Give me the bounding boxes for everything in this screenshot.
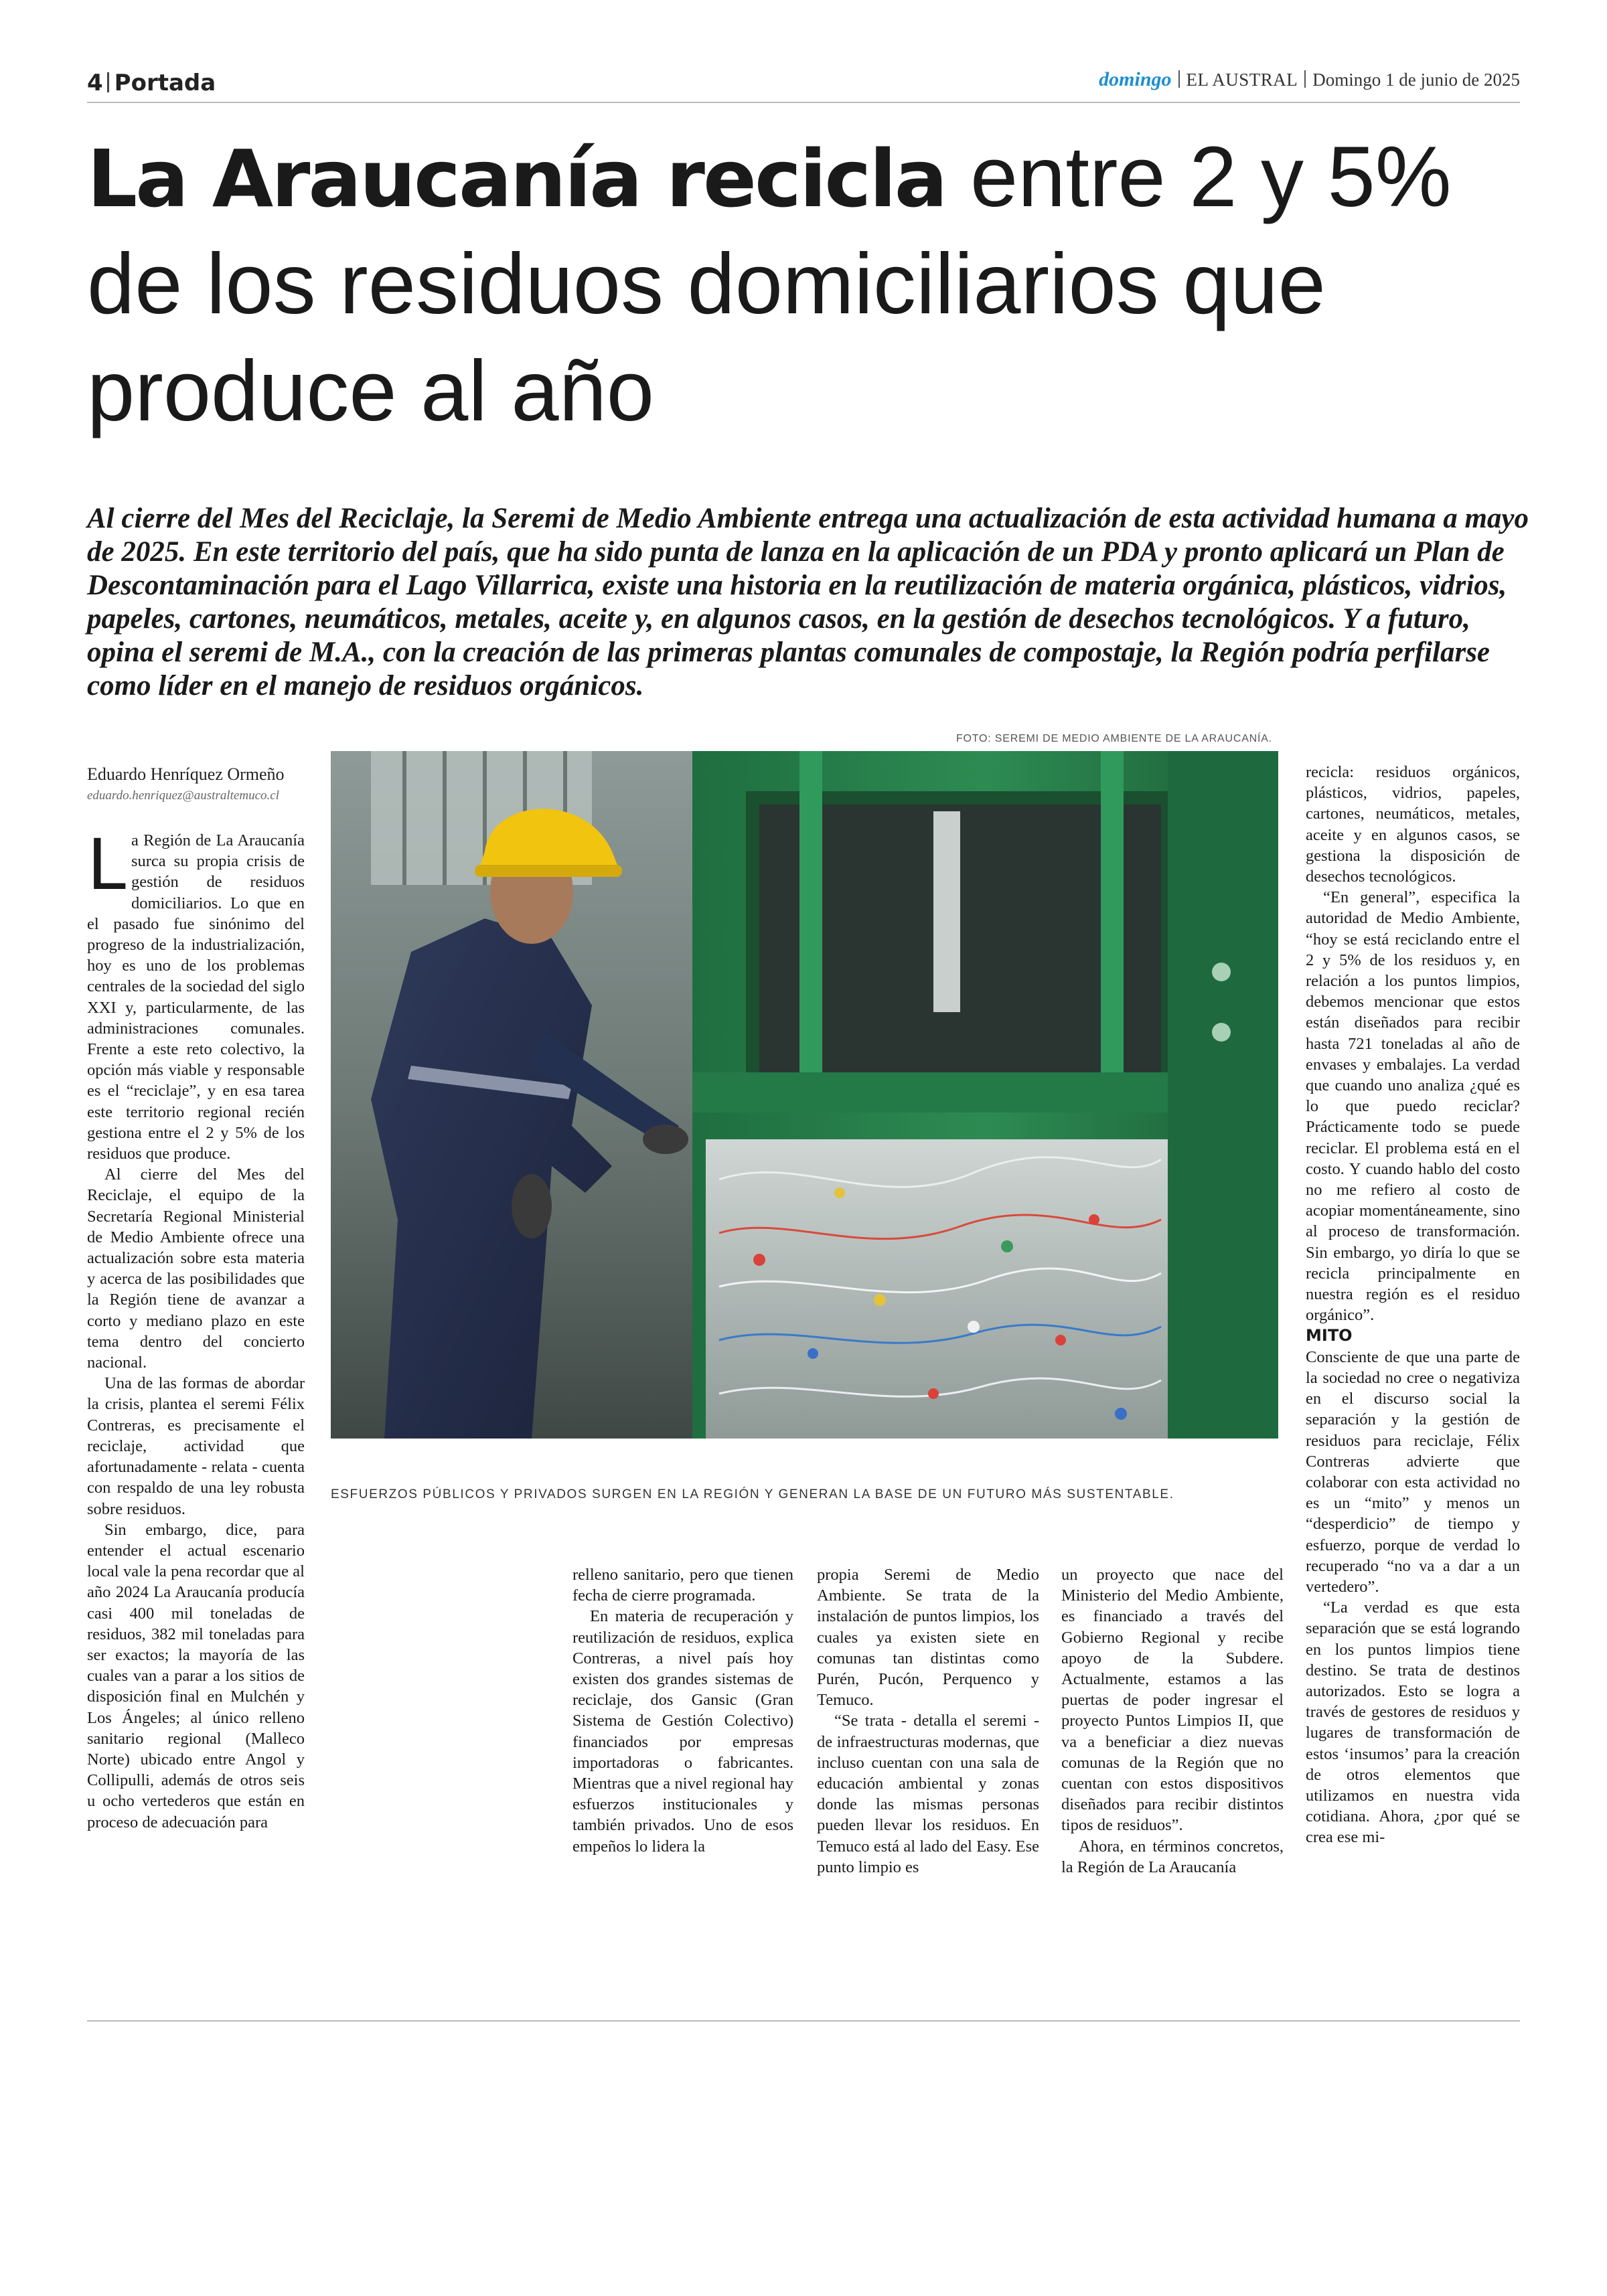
- article-paragraph: propia Seremi de Medio Ambiente. Se trata de la instalación de puntos limpios, los cuales ya existen siete en comunas tan distintas como Purén, Pucón, Perquenco y Temuco.: [817, 1566, 1039, 1710]
- footer-divider: [87, 2020, 1520, 2022]
- photo-caption: ESFUERZOS PÚBLICOS Y PRIVADOS SURGEN EN LA REGIÓN Y GENERAN LA BASE DE UN FUTURO MÁS SUSTENTABLE.: [331, 1487, 1174, 1501]
- article-column-3: [817, 1564, 1039, 1878]
- headline: [87, 125, 1533, 446]
- article-paragraph: Consciente de que una parte de la sociedad no cree o negativiza en el discurso social la separación y la gestión de residuos para reciclaje, Félix Contreras advierte que colaborar con esta actividad no es un “mito” y menos un “desperdicio” de tiempo y esfuerzo, porque de verdad lo recuperado “no va a dar a un vertedero”.: [1306, 1347, 1520, 1596]
- article-paragraph: En materia de recuperación y reutilización de residuos, explica Contreras, a nivel país hoy existen dos grandes sistemas de reciclaje, dos Gansic (Gran Sistema de Gestión Colectivo) financiados por empresas importadoras o fabricantes. Mientras que a nivel regional hay esfuerzos institucionales y también privados. Uno de esos empeños lo lidera la: [572, 1607, 793, 1856]
- folio-divider: [107, 72, 109, 92]
- article-paragraph: [87, 824, 305, 1164]
- author-name: Eduardo Henríquez Ormeño: [87, 764, 285, 784]
- page-number: 4: [87, 70, 103, 96]
- photo-credit: FOTO: SEREMI DE MEDIO AMBIENTE DE LA ARAUCANÍA.: [955, 733, 1272, 744]
- masthead-divider: [1178, 70, 1180, 88]
- headline-bold: La Araucanía recicla: [87, 133, 946, 225]
- main-photo: [331, 751, 1278, 1439]
- article-column-5: [1306, 762, 1520, 1848]
- drop-cap: L: [87, 824, 126, 906]
- author-email: eduardo.henriquez@australtemuco.cl: [87, 789, 279, 803]
- article-paragraph: “La verdad es que esta separación que se está logrando en los puntos limpios tiene destino. Se trata de destinos autorizados. Esto se logra a través de gestores de residuos y lugares de transformación de estos ‘insumos’ para la creación de otros elementos que utilizamos en nuestra vida cotidiana. Ahora, ¿por qué se crea ese mi-: [1306, 1598, 1520, 1847]
- paragraph-text: a Región de La Araucanía surca su propia crisis de gestión de residuos domiciliarios. Lo que en el pasado fue sinónimo del progreso de la industrialización, hoy es uno de los problemas centrales de la sociedad del siglo XXI y, particularmente, de las administraciones comunales. Frente a este reto colectivo, la opción más viable y responsable es el “reciclaje”, y en esa tarea este territorio regional recién gestiona entre el 2 y 5% de los residuos que produce.: [87, 831, 305, 1163]
- article-paragraph: Al cierre del Mes del Reciclaje, el equipo de la Secretaría Regional Ministerial de Medio Ambiente ofrece una actualización sobre esta materia y acerca de las posibilidades que la Región tiene de avanzar a corto y mediano plazo en este tema dentro del concierto nacional.: [87, 1165, 305, 1372]
- brand-logo: domingo: [1099, 68, 1172, 90]
- masthead-divider: [1304, 70, 1306, 88]
- masthead-info: [1099, 68, 1520, 91]
- article-column-4: [1061, 1564, 1284, 1878]
- article-paragraph: “En general”, especifica la autoridad de Medio Ambiente, “hoy se está reciclando entre el 2 y 5% de los residuos y, en relación a los puntos limpios, debemos mencionar que estos están diseñados para recibir hasta 721 toneladas al año de envases y embalajes. La verdad que cuando uno analiza ¿qué es lo que puedo reciclar? Prácticamente todo se puede reciclar. El problema está en el costo. Y cuando hablo del costo no me refiero al costo de acopiar momentáneamente, sino al proceso de transformación. Sin embargo, yo diría lo que se recicla principalmente en nuestra región es el residuo orgánico”.: [1306, 888, 1520, 1325]
- issue-date: Domingo 1 de junio de 2025: [1312, 70, 1520, 90]
- subheading: MITO: [1306, 1326, 1353, 1345]
- header-divider: [87, 102, 1520, 103]
- article-paragraph: Ahora, en términos concretos, la Región de La Araucanía: [1061, 1837, 1284, 1876]
- page-folio: [87, 70, 216, 96]
- article-paragraph: relleno sanitario, pero que tienen fecha de cierre programada.: [572, 1566, 793, 1605]
- article-paragraph: Sin embargo, dice, para entender el actual escenario local vale la pena recordar que al año 2024 La Araucanía producía casi 400 mil toneladas de residuos, 382 mil toneladas para ser exactos; la mayoría de las cuales van a parar a los sitios de disposición final en Mulchén y Los Ángeles; al único relleno sanitario regional (Malleco Norte) ubicado entre Angol y Collipulli, además de otros seis u ocho vertederos que están en proceso de adecuación para: [87, 1520, 305, 1831]
- headline-light: entre 2 y 5% de los residuos domiciliarios que produce al año: [87, 129, 1452, 439]
- article-paragraph: recicla: residuos orgánicos, plásticos, vidrios, papeles, cartones, neumáticos, metales, aceite y en algunos casos, se gestiona la disposición de desechos tecnológicos.: [1306, 763, 1520, 886]
- article-paragraph: un proyecto que nace del Ministerio del Medio Ambiente, es financiado a través del Gobierno Regional y recibe apoyo de la Subdere. Actualmente, estamos a las puertas de poder ingresar el proyecto Puntos Limpios II, que va a beneficiar a diez nuevas comunas de la Región que no cuentan con estos dispositivos diseñados para recibir distintos tipos de residuos”.: [1061, 1566, 1284, 1835]
- article-paragraph: “Se trata - detalla el seremi - de infraestructuras modernas, que incluso cuentan con una sala de educación ambiental y zonas donde las mismas personas pueden llevar los residuos. En Temuco está al lado del Easy. Ese punto limpio es: [817, 1712, 1039, 1876]
- article-paragraph: Una de las formas de abordar la crisis, plantea el seremi Félix Contreras, es precisamente el reciclaje, actividad que afortunadamente - relata - cuenta con respaldo de una ley robusta sobre residuos.: [87, 1374, 305, 1518]
- article-column-2: [572, 1564, 793, 1857]
- section-name: Portada: [114, 70, 216, 96]
- newspaper-name: EL AUSTRAL: [1186, 70, 1298, 90]
- recycling-baler-photo: [331, 751, 1278, 1439]
- article-column-1: [87, 824, 305, 1833]
- lead-paragraph: Al cierre del Mes del Reciclaje, la Seremi de Medio Ambiente entrega una actualización de esta actividad humana a mayo de 2025. En este territorio del país, que ha sido punta de lanza en la aplicación de un PDA y pronto aplicará un Plan de Descontaminación para el Lago Villarrica, existe una historia en la reutilización de materia orgánica, plásticos, vidrios, papeles, cartones, neumáticos, metales, aceite y, en algunos casos, en la gestión de desechos tecnológicos. Y a futuro, opina el seremi de M.A., con la creación de las primeras plantas comunales de compostaje, la Región podría perfilarse como líder en el manejo de residuos orgánicos.: [87, 503, 1529, 702]
